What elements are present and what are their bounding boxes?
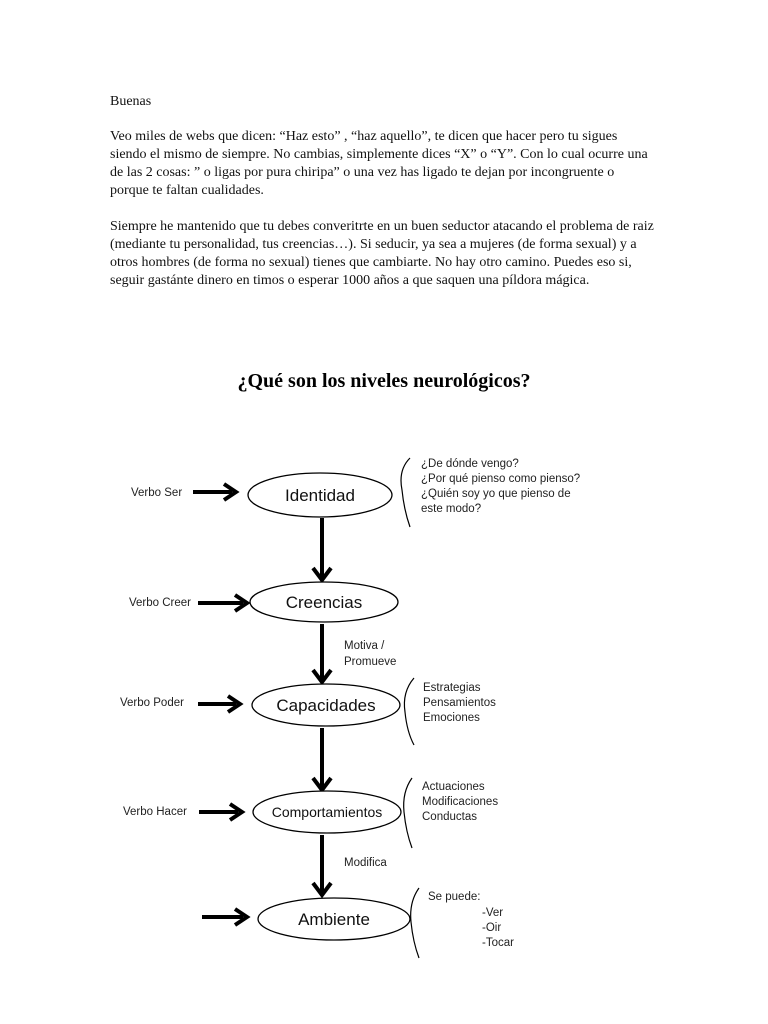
node-creencias-label: Creencias [285,593,363,612]
paragraph-intro: Veo miles de webs que dicen: “Haz esto” , “haz aquello”, te dicen que hacer pero tu sigues siendo el mismo de siempre. No cambias, simplemente dices “X” o “Y”. Con lo cual ocurre una de las 2 cosas: ” o ligas por pura chiripa” o una vez has ligado te dejan por incongruente o porque te faltan cualidades. [110,129,648,198]
down-arrow-4-icon [313,835,331,895]
note-ambiente-3: -Oir [482,922,502,934]
arrow-hacer-icon [199,804,242,820]
note-identidad-2: ¿Por qué pienso como pienso? [421,473,581,485]
note-ambiente-2: -Ver [482,907,504,919]
arrow-ser-icon [193,484,236,500]
note-capacidades-2: Pensamientos [423,697,496,709]
down-arrow-1-icon [313,518,331,580]
node-comportamientos-label: Comportamientos [271,804,383,820]
connector-label-promueve: Promueve [344,656,397,668]
node-capacidades-label: Capacidades [276,696,376,715]
brace-capacidades-icon [404,678,414,745]
verb-poder-label: Verbo Poder [120,697,184,709]
arrow-creer-icon [198,595,247,611]
paragraph-approach: Siempre he mantenido que tu debes converitrte en un buen seductor atacando el problema de raiz (mediante tu personalidad, tus creencias…). Si seducir, ya sea a mujeres (de forma sexual) y a otros hombres (de forma no sexual) tienes que cambiarte. No hay otro camino. Puedes eso si, seguir gastánte dinero en timos o esperar 1000 años a que saquen una píldora mágica. [110,219,654,288]
note-capacidades-1: Estrategias [423,682,481,694]
greeting: Buenas [110,94,152,109]
verb-ser-label: Verbo Ser [131,487,183,499]
note-ambiente-4: -Tocar [482,937,514,949]
node-ambiente-label: Ambiente [298,910,370,929]
diagram-title: ¿Qué son los niveles neurológicos? [237,370,531,392]
brace-comportamientos-icon [404,778,412,848]
arrow-poder-icon [198,696,240,712]
note-comportamientos-1: Actuaciones [422,781,485,793]
note-comportamientos-2: Modificaciones [422,796,499,808]
brace-ambiente-icon [411,888,419,958]
connector-label-motiva: Motiva / [344,640,385,652]
note-identidad-1: ¿De dónde vengo? [421,458,519,470]
down-arrow-2-icon [313,624,331,682]
brace-identidad-icon [401,458,410,527]
note-comportamientos-3: Conductas [422,811,477,823]
down-arrow-3-icon [313,728,331,790]
note-capacidades-3: Emociones [423,712,480,724]
verb-hacer-label: Verbo Hacer [123,806,187,818]
arrow-ambiente-icon [202,909,247,925]
connector-label-modifica: Modifica [344,857,387,869]
note-identidad-3: ¿Quién soy yo que pienso de [421,488,571,500]
verb-creer-label: Verbo Creer [129,597,192,609]
note-ambiente-1: Se puede: [428,891,481,903]
node-identidad-label: Identidad [285,486,355,505]
note-identidad-4: este modo? [421,503,482,515]
